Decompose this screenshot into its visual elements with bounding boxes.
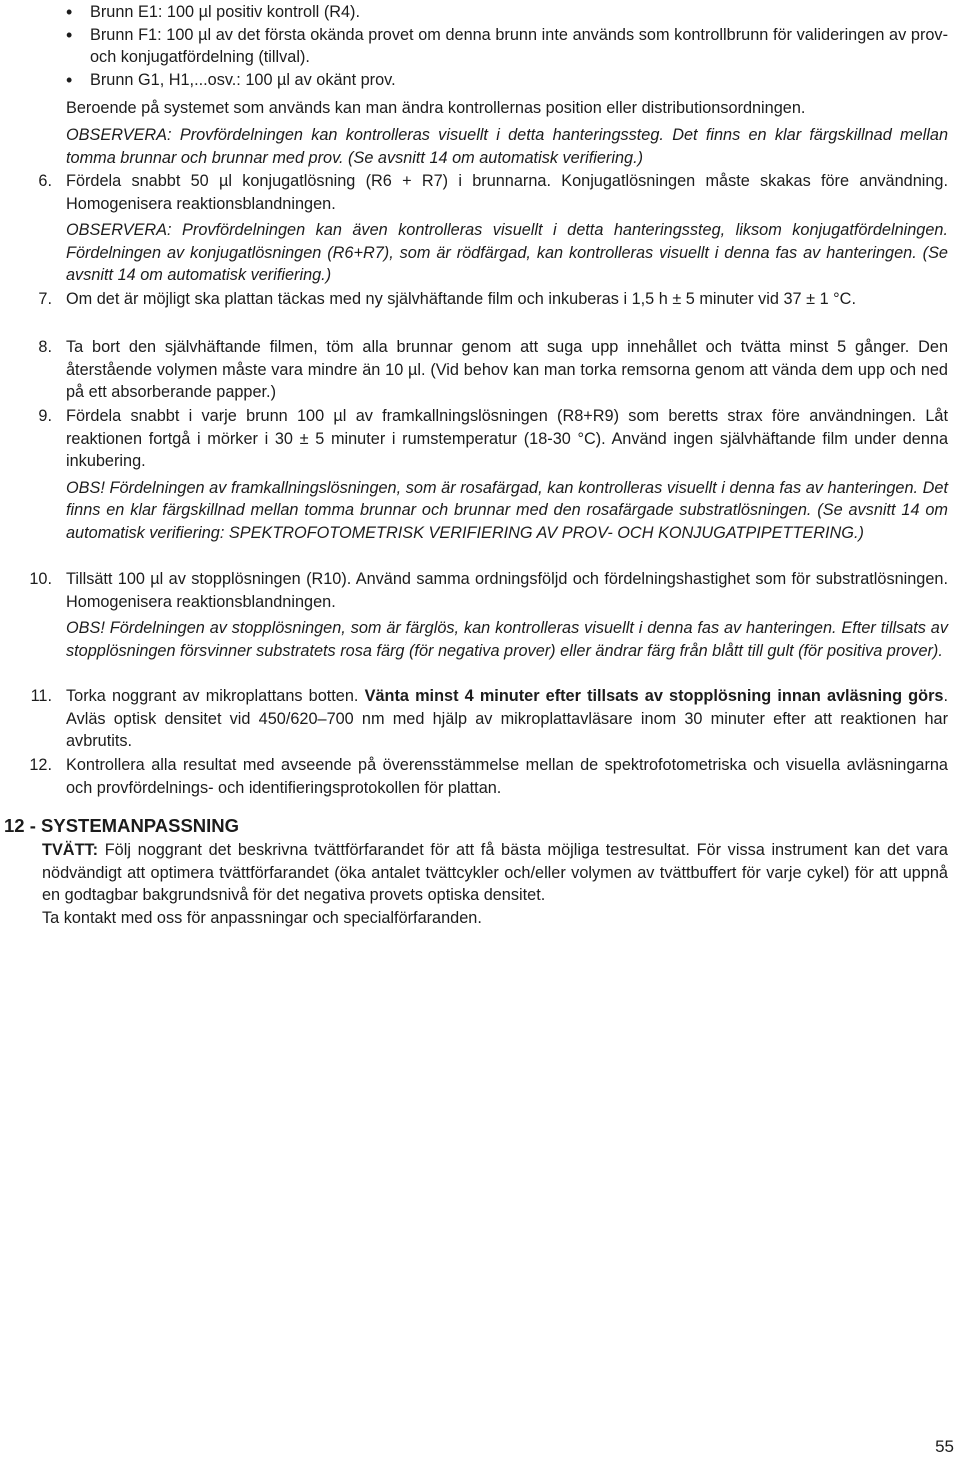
observera-note: OBSERVERA: Provfördelningen kan kontrolleras visuellt i detta hanteringssteg. Det finns en klar färgskillnad mellan tomma brunnar och brunnar med prov. (Se avsnitt 14 om automatisk verifiering.) <box>66 126 948 167</box>
step-text: Ta bort den självhäftande filmen, töm alla brunnar genom att suga upp innehållet och tvätta minst 5 gånger. Den återstående volymen måste vara mindre än 10 µl. (Vid behov kan man torka remsorna genom att vända dem upp och ned på ett absorberande papper.) <box>66 338 948 402</box>
page-number: 55 <box>935 1437 954 1456</box>
step-note: OBS! Fördelningen av framkallningslösningen, som är rosafärgad, kan kontrolleras visuellt i denna fas av hanteringen. Det finns en klar färgskillnad mellan tomma brunnar och brunnar med den rosafärgade substratlösningen. (Se avsnitt 14 om automatisk verifiering: SPEKTROFOTOMETRISK VERIFIERING AV PROV- OCH KONJUGATPIPETTERING.) <box>66 478 948 542</box>
step-number: 11. <box>30 687 52 705</box>
step-text: Kontrollera alla resultat med avseende på överensstämmelse mellan de spektrofotometriska och visuella avläsningarna och provfördelnings- och identifieringsprotokollen för plattan. <box>66 756 948 797</box>
step-number: 7. <box>38 290 52 308</box>
step-number: 8. <box>38 338 52 356</box>
step-note: OBS! Fördelningen av stopplösningen, som är färglös, kan kontrolleras visuellt i denna fas av hanteringen. Efter tillsats av stopplösningen försvinner substratets rosa färg (för negativa prover) eller ändrar färg från blått till gult (för positiva prover). <box>66 619 948 660</box>
step-number: 9. <box>38 407 52 425</box>
step-12 <box>0 754 948 799</box>
step-6 <box>0 170 948 287</box>
step-7 <box>0 288 948 311</box>
section-label: TVÄTT: <box>42 841 99 859</box>
step-number: 10. <box>29 570 52 588</box>
distribution-note: Beroende på systemet som används kan man ändra kontrollernas position eller distributionsordningen. <box>66 99 806 117</box>
step-number: 6. <box>38 172 52 190</box>
step-text: Fördela snabbt i varje brunn 100 µl av framkallningslösningen (R8+R9) som beretts strax före användningen. Låt reaktionen fortgå i mörker i 30 ± 5 minuter i rumstemperatur (18-30 °C). Använd ingen självhäftande film under denna inkubering. <box>66 407 948 471</box>
step-11 <box>0 685 948 753</box>
step-note: OBSERVERA: Provfördelningen kan även kontrolleras visuellt i detta hanteringssteg, liksom konjugatfördelningen. Fördelningen av konjugatlösningen (R6+R7), som är rödfärgad, kan kontrolleras visuellt i denna fas av hanteringen. (Se avsnitt 14 om automatisk verifiering.) <box>66 221 948 285</box>
step-text <box>66 685 948 753</box>
list-item: • Brunn E1: 100 µl positiv kontroll (R4). <box>66 1 948 24</box>
step-text: Om det är möjligt ska plattan täckas med ny självhäftande film och inkuberas i 1,5 h ± 5 minuter vid 37 ± 1 °C. <box>66 290 856 308</box>
step-8 <box>0 336 948 404</box>
step-number: 12. <box>29 756 52 774</box>
section-paragraph <box>42 839 948 907</box>
emphasis-text: Vänta minst 4 minuter efter tillsats av stopplösning innan avläsning görs <box>364 687 944 705</box>
section-text: Följ noggrant det beskrivna tvättförfarandet för att få bästa möjliga testresultat. För vissa instrument kan det vara nödvändigt att optimera tvättförfarandet (öka antalet tvättcykler och/eller volymen av tvättbuffert för varje cykel) för att uppnå en godtagbar bakgrundsnivå för det negativa provets optiska densitet. <box>42 841 948 905</box>
section-heading: 12 - SYSTEMANPASSNING <box>4 815 240 836</box>
well-assignment-list <box>66 1 948 91</box>
step-text: Tillsätt 100 µl av stopplösningen (R10). Använd samma ordningsföljd och fördelningshastighet som för substratlösningen. Homogenisera reaktionsblandningen. <box>66 570 948 611</box>
step-text-part: Torka noggrant av mikroplattans botten. <box>66 687 365 705</box>
list-item: • Brunn G1, H1,...osv.: 100 µl av okänt prov. <box>66 69 948 92</box>
step-text: Fördela snabbt 50 µl konjugatlösning (R6 + R7) i brunnarna. Konjugatlösningen måste skakas före användning. Homogenisera reaktionsblandningen. <box>66 172 948 213</box>
step-9 <box>0 405 948 545</box>
contact-note: Ta kontakt med oss för anpassningar och specialförfaranden. <box>42 908 482 927</box>
step-text-part: . Avläs optisk densitet vid 450/620–700 nm med hjälp av mikroplattavläsare inom 30 minuter efter att reaktionen har avbrutits. <box>66 687 948 751</box>
step-10 <box>0 568 948 662</box>
section-body <box>42 839 948 929</box>
list-item: • Brunn F1: 100 µl av det första okända provet om denna brunn inte används som kontrollbrunn för valideringen av prov- och konjugatfördelning (tillval). <box>66 24 948 69</box>
